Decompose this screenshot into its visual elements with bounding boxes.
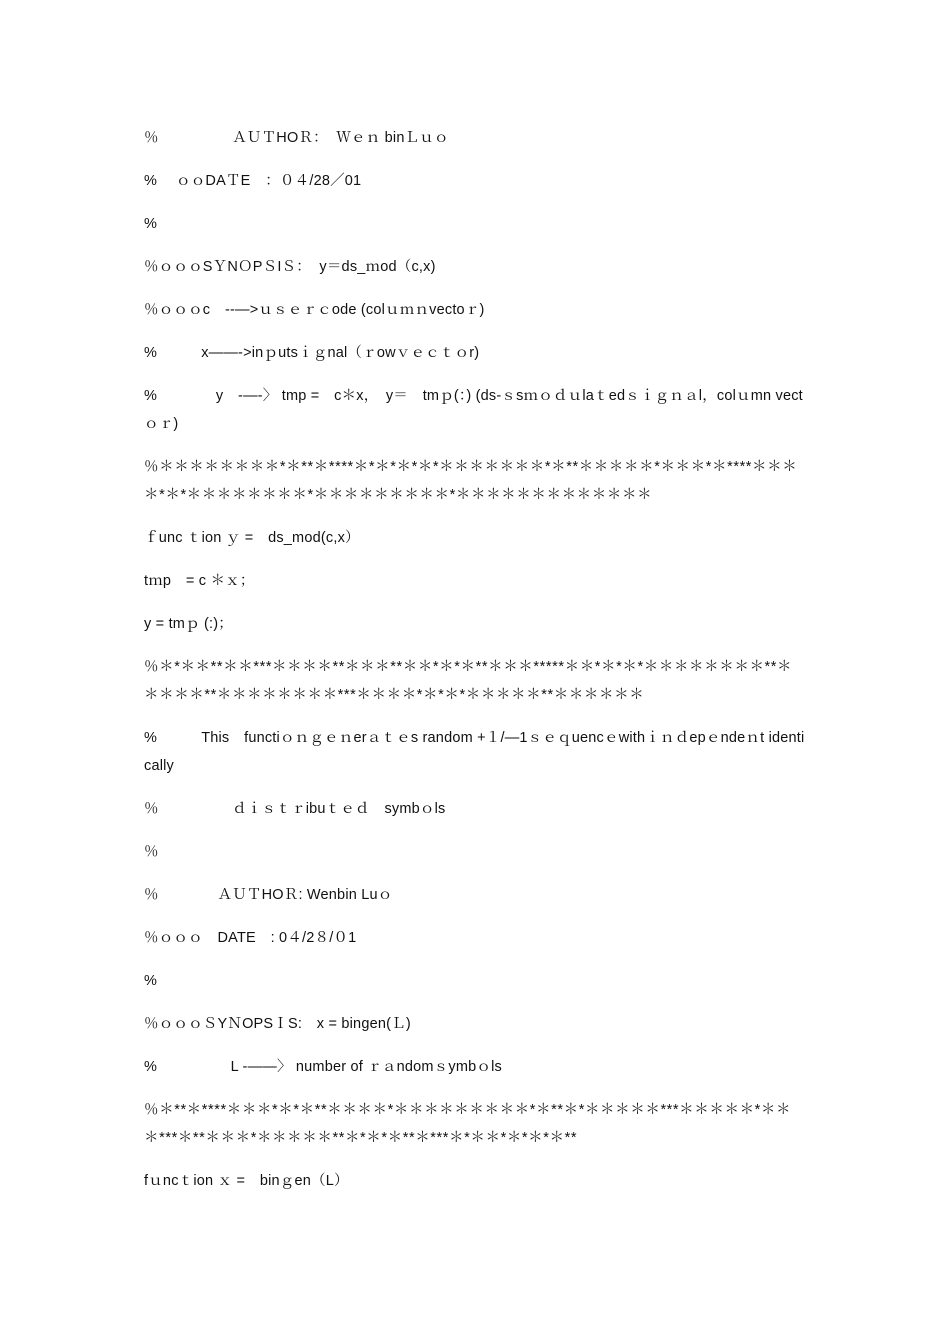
comment-empty-line: % bbox=[144, 973, 158, 989]
function-declaration-line: ｆunc ｔion ｙ = ds_mod(c,x） bbox=[144, 530, 360, 546]
comment-param-y-line: % y -—-〉 tmp = c＊x， y＝ tmｐ(：) (ds-ｓsｍｏｄｕlaｔedｓｉｇｎａl，colｕmn vectｏｒ) bbox=[144, 388, 803, 432]
comment-author-line: ％ ＡＵＴHOＲ: Wenbin Luｏ bbox=[144, 887, 393, 903]
comment-date-line: ％ｏｏｏ DATE : 0４/2８/０1 bbox=[144, 930, 357, 946]
comment-empty-line: % bbox=[144, 216, 158, 232]
document-body bbox=[144, 124, 806, 1210]
code-line: tｍp = c ＊ｘ； bbox=[144, 573, 255, 589]
comment-param-x-line: % x——->inｐutsｉｇnal（ｒowｖｅｃｔｏr) bbox=[144, 345, 480, 361]
function-declaration-line: fｕncｔion ｘ = binｇen（L） bbox=[144, 1173, 349, 1189]
comment-separator-line: ％＊＊＊＊＊＊＊＊*＊**＊****＊*＊*＊*＊*＊＊＊＊＊＊＊*＊**＊＊＊＊＊*＊＊＊*＊****＊＊＊＊*＊*＊＊＊＊＊＊＊＊*＊＊＊＊＊＊＊＊＊*＊＊＊＊＊＊＊＊＊＊＊＊＊ bbox=[144, 459, 798, 503]
code-line: y = tmｐ (:)； bbox=[144, 616, 233, 632]
comment-empty-line: ％ bbox=[144, 844, 159, 860]
comment-date-line: % ｏｏDAＴE ：０４/28／01 bbox=[144, 173, 362, 189]
comment-param-l-line: % L -——〉 number of ｒａndomｓymbｏls bbox=[144, 1059, 502, 1075]
comment-description-line: ％ ｄｉｓｔｒibuｔｅｄ symbｏls bbox=[144, 801, 446, 817]
comment-synopsis-line: ％ｏｏｏＳYＮOPSＩS: x = bingen(Ｌ) bbox=[144, 1016, 411, 1032]
comment-description-line: % This functiｏｎｇｅｎerａｔｅs random +１/—1ｓｅｑuencｅwithｉｎｄepｅndeｎt identically bbox=[144, 730, 805, 774]
comment-separator-line: ％＊*＊＊**＊＊***＊＊＊＊**＊＊＊**＊＊*＊*＊**＊＊＊*****＊＊*＊*＊*＊＊＊＊＊＊＊＊**＊＊＊＊＊**＊＊＊＊＊＊＊＊***＊＊＊＊*＊*＊*＊＊＊＊＊**＊＊＊＊＊＊ bbox=[144, 659, 793, 703]
comment-synopsis-line: ％ｏｏｏSＹNＯPＳIＳ： y＝ds_ｍod（c,x) bbox=[144, 259, 436, 275]
comment-separator-line: ％＊**＊****＊＊＊*＊*＊**＊＊＊＊*＊＊＊＊＊＊＊＊＊*＊**＊*＊＊＊＊＊***＊＊＊＊＊*＊＊＊***＊**＊＊＊*＊＊＊＊＊**＊*＊*＊**＊***＊*＊＊*＊*＊*＊** bbox=[144, 1102, 792, 1146]
comment-author-line: ％ ＡＵＴHOＲ： Ｗｅｎ binＬｕｏ bbox=[144, 130, 449, 146]
comment-param-c-line: ％ｏｏｏc --—>ｕｓｅｒｃode (colｕｍｎvectoｒ) bbox=[144, 302, 485, 318]
